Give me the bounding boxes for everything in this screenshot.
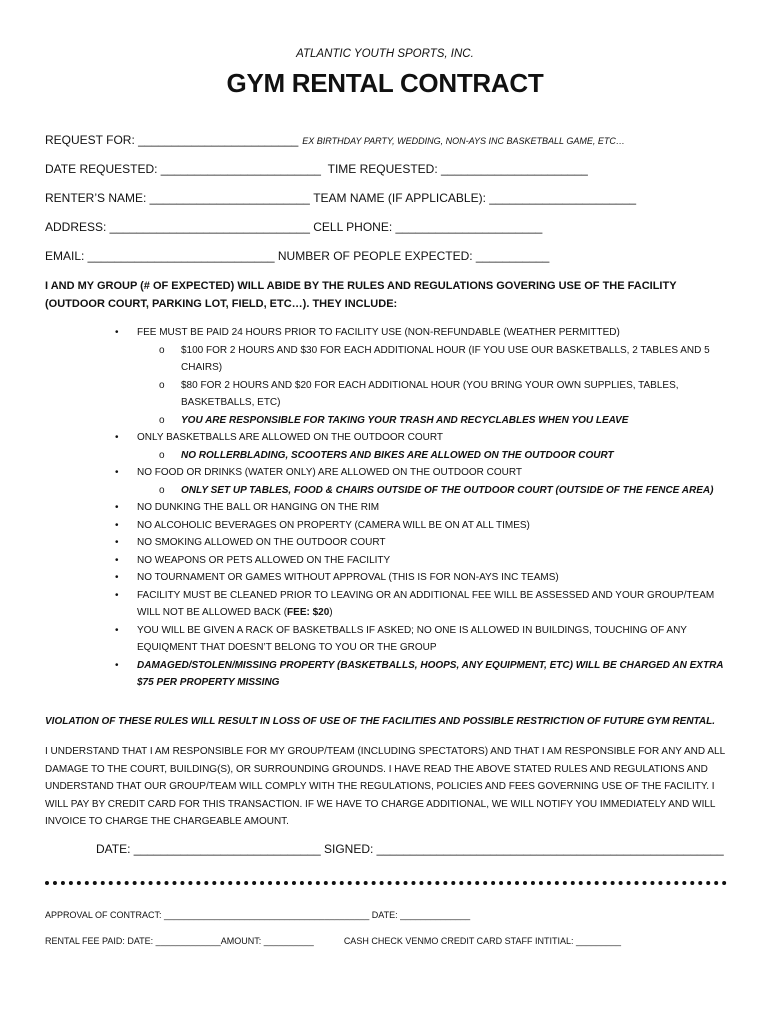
people-expected-field[interactable]: NUMBER OF PEOPLE EXPECTED: ___________: [277, 249, 550, 263]
organization-name: ATLANTIC YOUTH SPORTS, INC.: [296, 48, 474, 60]
rule-item: • FEE MUST BE PAID 24 HOURS PRIOR TO FACILITY USE (NON-REFUNDABLE (WEATHER PERMITTED): [115, 324, 730, 342]
rule-item: • ONLY BASKETBALLS ARE ALLOWED ON THE OUTDOOR COURT: [115, 429, 730, 447]
bullet-icon: •: [115, 467, 119, 478]
cleaning-fee: FEE: $20: [287, 607, 330, 618]
rule-item: • NO TOURNAMENT OR GAMES WITHOUT APPROVAL (THIS IS FOR NON-AYS INC TEAMS): [115, 569, 730, 587]
rule-subitem: o $80 FOR 2 HOURS AND $20 FOR EACH ADDITIONAL HOUR (YOU BRING YOUR OWN SUPPLIES, TABLES, BASKETBALLS, ETC): [159, 377, 730, 412]
renter-name-field[interactable]: RENTER’S NAME: ________________________: [45, 191, 310, 205]
rule-item: • FACILITY MUST BE CLEANED PRIOR TO LEAVING OR AN ADDITIONAL FEE WILL BE ASSESSED AND YOUR GROUP/TEAM WILL NOT BE ALLOWED BACK (FEE: $20): [115, 587, 730, 622]
rule-subitem: o NO ROLLERBLADING, SCOOTERS AND BIKES ARE ALLOWED ON THE OUTDOOR COURT: [159, 447, 730, 465]
approval-row[interactable]: APPROVAL OF CONTRACT: _________________________________________ DATE: ______________: [45, 910, 471, 920]
cut-line-divider: [45, 881, 727, 885]
request-for-hint: EX BIRTHDAY PARTY, WEDDING, NON-AYS INC BASKETBALL GAME, ETC…: [302, 136, 625, 146]
signature-date-field[interactable]: DATE: ____________________________: [96, 842, 321, 856]
rule-subitem: o ONLY SET UP TABLES, FOOD & CHAIRS OUTSIDE OF THE OUTDOOR COURT (OUTSIDE OF THE FENCE AREA): [159, 482, 730, 500]
email-people-row: [45, 249, 549, 263]
circle-bullet-icon: o: [159, 449, 165, 461]
circle-bullet-icon: o: [159, 379, 165, 391]
understanding-statement: I UNDERSTAND THAT I AM RESPONSIBLE FOR MY GROUP/TEAM (INCLUDING SPECTATORS) AND THAT I AM RESPONSIBLE FOR ANY AND ALL DAMAGE TO THE COURT, BUILDING(S), OR SURROUNDING GROUNDS. I HAVE READ THE ABOVE STATED RULES AND REGULATIONS AND UNDERSTAND THAT OUR GROUP/TEAM WILL COMPLY WITH THE REGULATIONS, POLICIES AND FEES GOVERNING USE OF THE FACILITY. I WILL PAY BY CREDIT CARD FOR THIS TRANSACTION. IF WE HAVE TO CHARGE ADDITIONAL, WE WILL NOTIFY YOU IMMEDIATELY AND WILL INVOICE TO CHARGE THE CHARGEABLE AMOUNT.: [45, 746, 725, 827]
rental-fee-row: [45, 936, 621, 946]
rule-item: • DAMAGED/STOLEN/MISSING PROPERTY (BASKETBALLS, HOOPS, ANY EQUIPMENT, ETC) WILL BE CHARGED AN EXTRA $75 PER PROPERTY MISSING: [115, 657, 730, 692]
rule-item: • NO ALCOHOLIC BEVERAGES ON PROPERTY (CAMERA WILL BE ON AT ALL TIMES): [115, 517, 730, 535]
date-time-row: [45, 162, 588, 176]
signature-field[interactable]: SIGNED: ____________________________________________________: [324, 842, 724, 856]
bullet-icon: •: [115, 519, 119, 531]
address-field[interactable]: ADDRESS: ______________________________: [45, 220, 310, 234]
rule-item: • YOU WILL BE GIVEN A RACK OF BASKETBALLS IF ASKED; NO ONE IS ALLOWED IN BUILDINGS, TOUCHING OF ANY EQUIQMENT THAT DOESN’T BELONG TO YOU OR THE GROUP: [115, 622, 730, 657]
cell-phone-field[interactable]: CELL PHONE: ______________________: [313, 220, 543, 234]
bullet-icon: •: [115, 572, 119, 583]
contract-title: GYM RENTAL CONTRACT: [226, 68, 544, 98]
request-for-field[interactable]: REQUEST FOR: ________________________: [45, 133, 299, 147]
rule-subitem: o YOU ARE RESPONSIBLE FOR TAKING YOUR TRASH AND RECYCLABLES WHEN YOU LEAVE: [159, 412, 730, 430]
bullet-icon: •: [115, 537, 119, 548]
email-field[interactable]: EMAIL: ____________________________: [45, 249, 275, 263]
payment-methods-field[interactable]: CASH CHECK VENMO CREDIT CARD STAFF INTITIAL: _________: [343, 936, 622, 946]
bullet-icon: •: [115, 502, 119, 513]
team-name-field[interactable]: TEAM NAME (IF APPLICABLE): ______________________: [313, 191, 637, 205]
renter-team-row: [45, 191, 636, 205]
rental-fee-field[interactable]: RENTAL FEE PAID: DATE: _____________AMOUNT: __________: [45, 936, 314, 946]
rule-item: • NO FOOD OR DRINKS (WATER ONLY) ARE ALLOWED ON THE OUTDOOR COURT: [115, 464, 730, 482]
bullet-icon: •: [115, 659, 119, 671]
signature-row: [96, 842, 724, 856]
time-requested-field[interactable]: TIME REQUESTED: ______________________: [327, 162, 588, 176]
rule-item: • NO DUNKING THE BALL OR HANGING ON THE RIM: [115, 499, 730, 517]
rule-item: • NO WEAPONS OR PETS ALLOWED ON THE FACILITY: [115, 552, 730, 570]
bullet-icon: •: [115, 432, 119, 443]
violation-notice: VIOLATION OF THESE RULES WILL RESULT IN LOSS OF USE OF THE FACILITIES AND POSSIBLE RESTRICTION OF FUTURE GYM RENTAL.: [45, 716, 716, 727]
bullet-icon: •: [115, 589, 119, 601]
date-requested-field[interactable]: DATE REQUESTED: ________________________: [45, 162, 321, 176]
bullet-icon: •: [115, 624, 119, 636]
rules-list: [115, 324, 730, 692]
circle-bullet-icon: o: [159, 414, 165, 426]
abide-heading: I AND MY GROUP (# OF EXPECTED) WILL ABIDE BY THE RULES AND REGULATIONS GOVERING USE OF THE FACILITY (OUTDOOR COURT, PARKING LOT, FIELD, ETC…). THEY INCLUDE:: [45, 280, 677, 310]
request-for-row: [45, 133, 625, 147]
rule-subitem: o $100 FOR 2 HOURS AND $30 FOR EACH ADDITIONAL HOUR (IF YOU USE OUR BASKETBALLS, 2 TABLES AND 5 CHAIRS): [159, 342, 730, 377]
circle-bullet-icon: o: [159, 344, 165, 356]
rule-item: • NO SMOKING ALLOWED ON THE OUTDOOR COURT: [115, 534, 730, 552]
address-phone-row: [45, 220, 542, 234]
bullet-icon: •: [115, 554, 119, 566]
circle-bullet-icon: o: [159, 484, 165, 496]
bullet-icon: •: [115, 327, 119, 338]
